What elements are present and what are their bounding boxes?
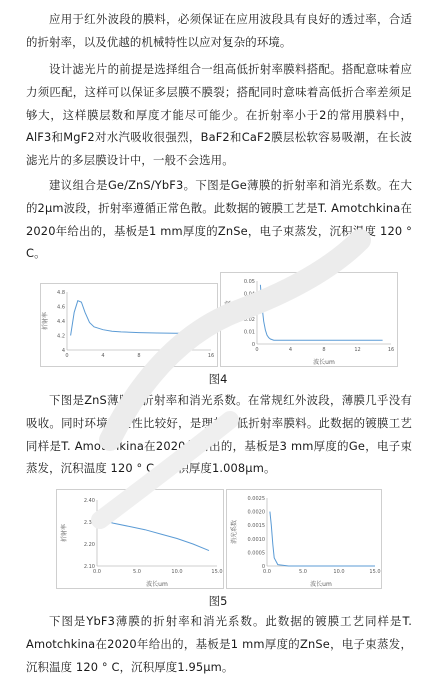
y-tick-label: 4.6 xyxy=(57,304,65,311)
y-tick-label: 0 xyxy=(261,564,265,570)
x-axis-label: 波长um xyxy=(313,359,335,366)
x-tick-label: 10.0 xyxy=(171,569,183,575)
y-tick-label: 4.4 xyxy=(57,319,65,325)
paragraph-2: 设计滤光片的前提是选择组合一组高低折射率膜料搭配。搭配意味着应力须匹配，这样可以保证多层膜不膜裂；搭配同时意味着高低折合率差须足够大，这样膜层数和厚度才能尽可能少。在折射率小于2的常用膜料中，AlF3和MgF2对水汽吸收很强烈，BaF2和CaF2膜层松软容易吸潮，在长波滤光片的多层膜设计中，一般不会选用。 xyxy=(26,62,412,168)
x-tick-label: 15.0 xyxy=(211,569,223,575)
x-tick-label: 15.0 xyxy=(369,569,381,575)
chart-plot xyxy=(227,490,383,590)
x-tick-label: 12 xyxy=(354,347,361,353)
y-tick-label: 2.40 xyxy=(83,498,95,504)
x-tick-label: 8 xyxy=(137,353,141,359)
figure-caption-4: 图4 xyxy=(208,372,228,386)
zns-refractive-index-chart xyxy=(56,489,224,589)
x-tick-label: 0.0 xyxy=(93,569,101,575)
x-tick-label: 0.0 xyxy=(263,569,271,575)
y-tick-label: 0.03 xyxy=(243,304,255,311)
x-tick-label: 4 xyxy=(288,347,293,353)
series-line xyxy=(270,512,375,566)
chart-plot xyxy=(57,490,225,590)
y-tick-label: 0.0005 xyxy=(247,550,265,557)
y-tick-label: 4.2 xyxy=(57,333,65,340)
x-axis-label: 波长um xyxy=(146,581,168,588)
figure-caption-5: 图5 xyxy=(208,594,228,608)
y-tick-label: 0.05 xyxy=(243,279,255,285)
x-tick-label: 4 xyxy=(101,353,105,359)
y-tick-label: 2.20 xyxy=(83,542,95,548)
paragraph-5: 下图是YbF3薄膜的折射率和消光系数。此数据的镀膜工艺同样是T. Amotchkina在2020年给出的，基板是1 mm厚度的ZnSe，电子束蒸发，沉积温度 120 ° C，沉积厚度1.95μm。 xyxy=(26,614,412,674)
ge-refractive-index-chart xyxy=(40,283,218,367)
series-line xyxy=(101,519,209,551)
y-tick-label: 0.01 xyxy=(243,329,255,336)
series-line xyxy=(71,301,202,336)
y-tick-label: 0.0020 xyxy=(247,509,265,516)
y-axis-label: 折射率 xyxy=(61,523,68,543)
x-tick-label: 0 xyxy=(65,353,69,359)
y-tick-label: 0 xyxy=(251,342,255,348)
y-tick-label: 0.0010 xyxy=(247,536,265,543)
x-tick-label: 10.0 xyxy=(333,569,345,575)
series-line xyxy=(260,285,382,340)
x-tick-label: 16 xyxy=(387,347,395,353)
y-tick-label: 0.0025 xyxy=(247,496,265,502)
y-tick-label: 4.8 xyxy=(57,290,65,296)
paragraph-1: 应用于红外波段的膜料，必须保证在应用波段具有良好的透过率，合适的折射率，以及优越的机械特性以应对复杂的环境。 xyxy=(26,12,412,49)
y-axis-label: 折射率 xyxy=(42,311,49,331)
zns-extinction-chart xyxy=(226,489,382,589)
x-tick-label: 5.0 xyxy=(299,569,307,575)
y-tick-label: 0.0015 xyxy=(247,523,265,530)
x-tick-label: 8 xyxy=(322,347,326,353)
y-tick-label: 0.02 xyxy=(243,316,255,323)
y-axis-label: 消光系数 xyxy=(231,519,238,545)
x-tick-label: 12 xyxy=(171,353,179,359)
paragraph-4: 下图是ZnS薄膜的折射率和消光系数。在常规红外波段，薄膜几乎没有吸收。同时环境稳定性比较好，是理想的低折射率膜料。此数据的镀膜工艺同样是T. Amotchkina在2020年给出的，基板是3 mm厚度的Ge，电子束蒸发，沉积温度 120 ° C，沉积厚度1.008μm。 xyxy=(26,393,412,476)
x-tick-label: 0 xyxy=(255,347,259,353)
y-tick-label: 4 xyxy=(61,348,65,354)
y-axis-label: 消光系数 xyxy=(225,300,232,325)
y-tick-label: 2.10 xyxy=(83,564,95,570)
chart-plot xyxy=(221,273,399,368)
ge-extinction-chart xyxy=(220,272,398,367)
x-tick-label: 16 xyxy=(207,353,215,359)
y-tick-label: 0.04 xyxy=(243,291,255,298)
chart-plot xyxy=(41,284,219,368)
x-tick-label: 5.0 xyxy=(133,569,141,575)
x-axis-label: 波长um xyxy=(310,581,332,588)
y-tick-label: 2.30 xyxy=(83,520,95,526)
paragraph-3: 建议组合是Ge/ZnS/YbF3。下图是Ge薄膜的折射率和消光系数。在大的2μm波段，折射率遵循正常色散。此数据的镀膜工艺是T. Amotchkina在2020年给出的，基板是1 mm厚度的ZnSe，电子束蒸发，沉积温度 120 ° C。 xyxy=(26,178,412,261)
